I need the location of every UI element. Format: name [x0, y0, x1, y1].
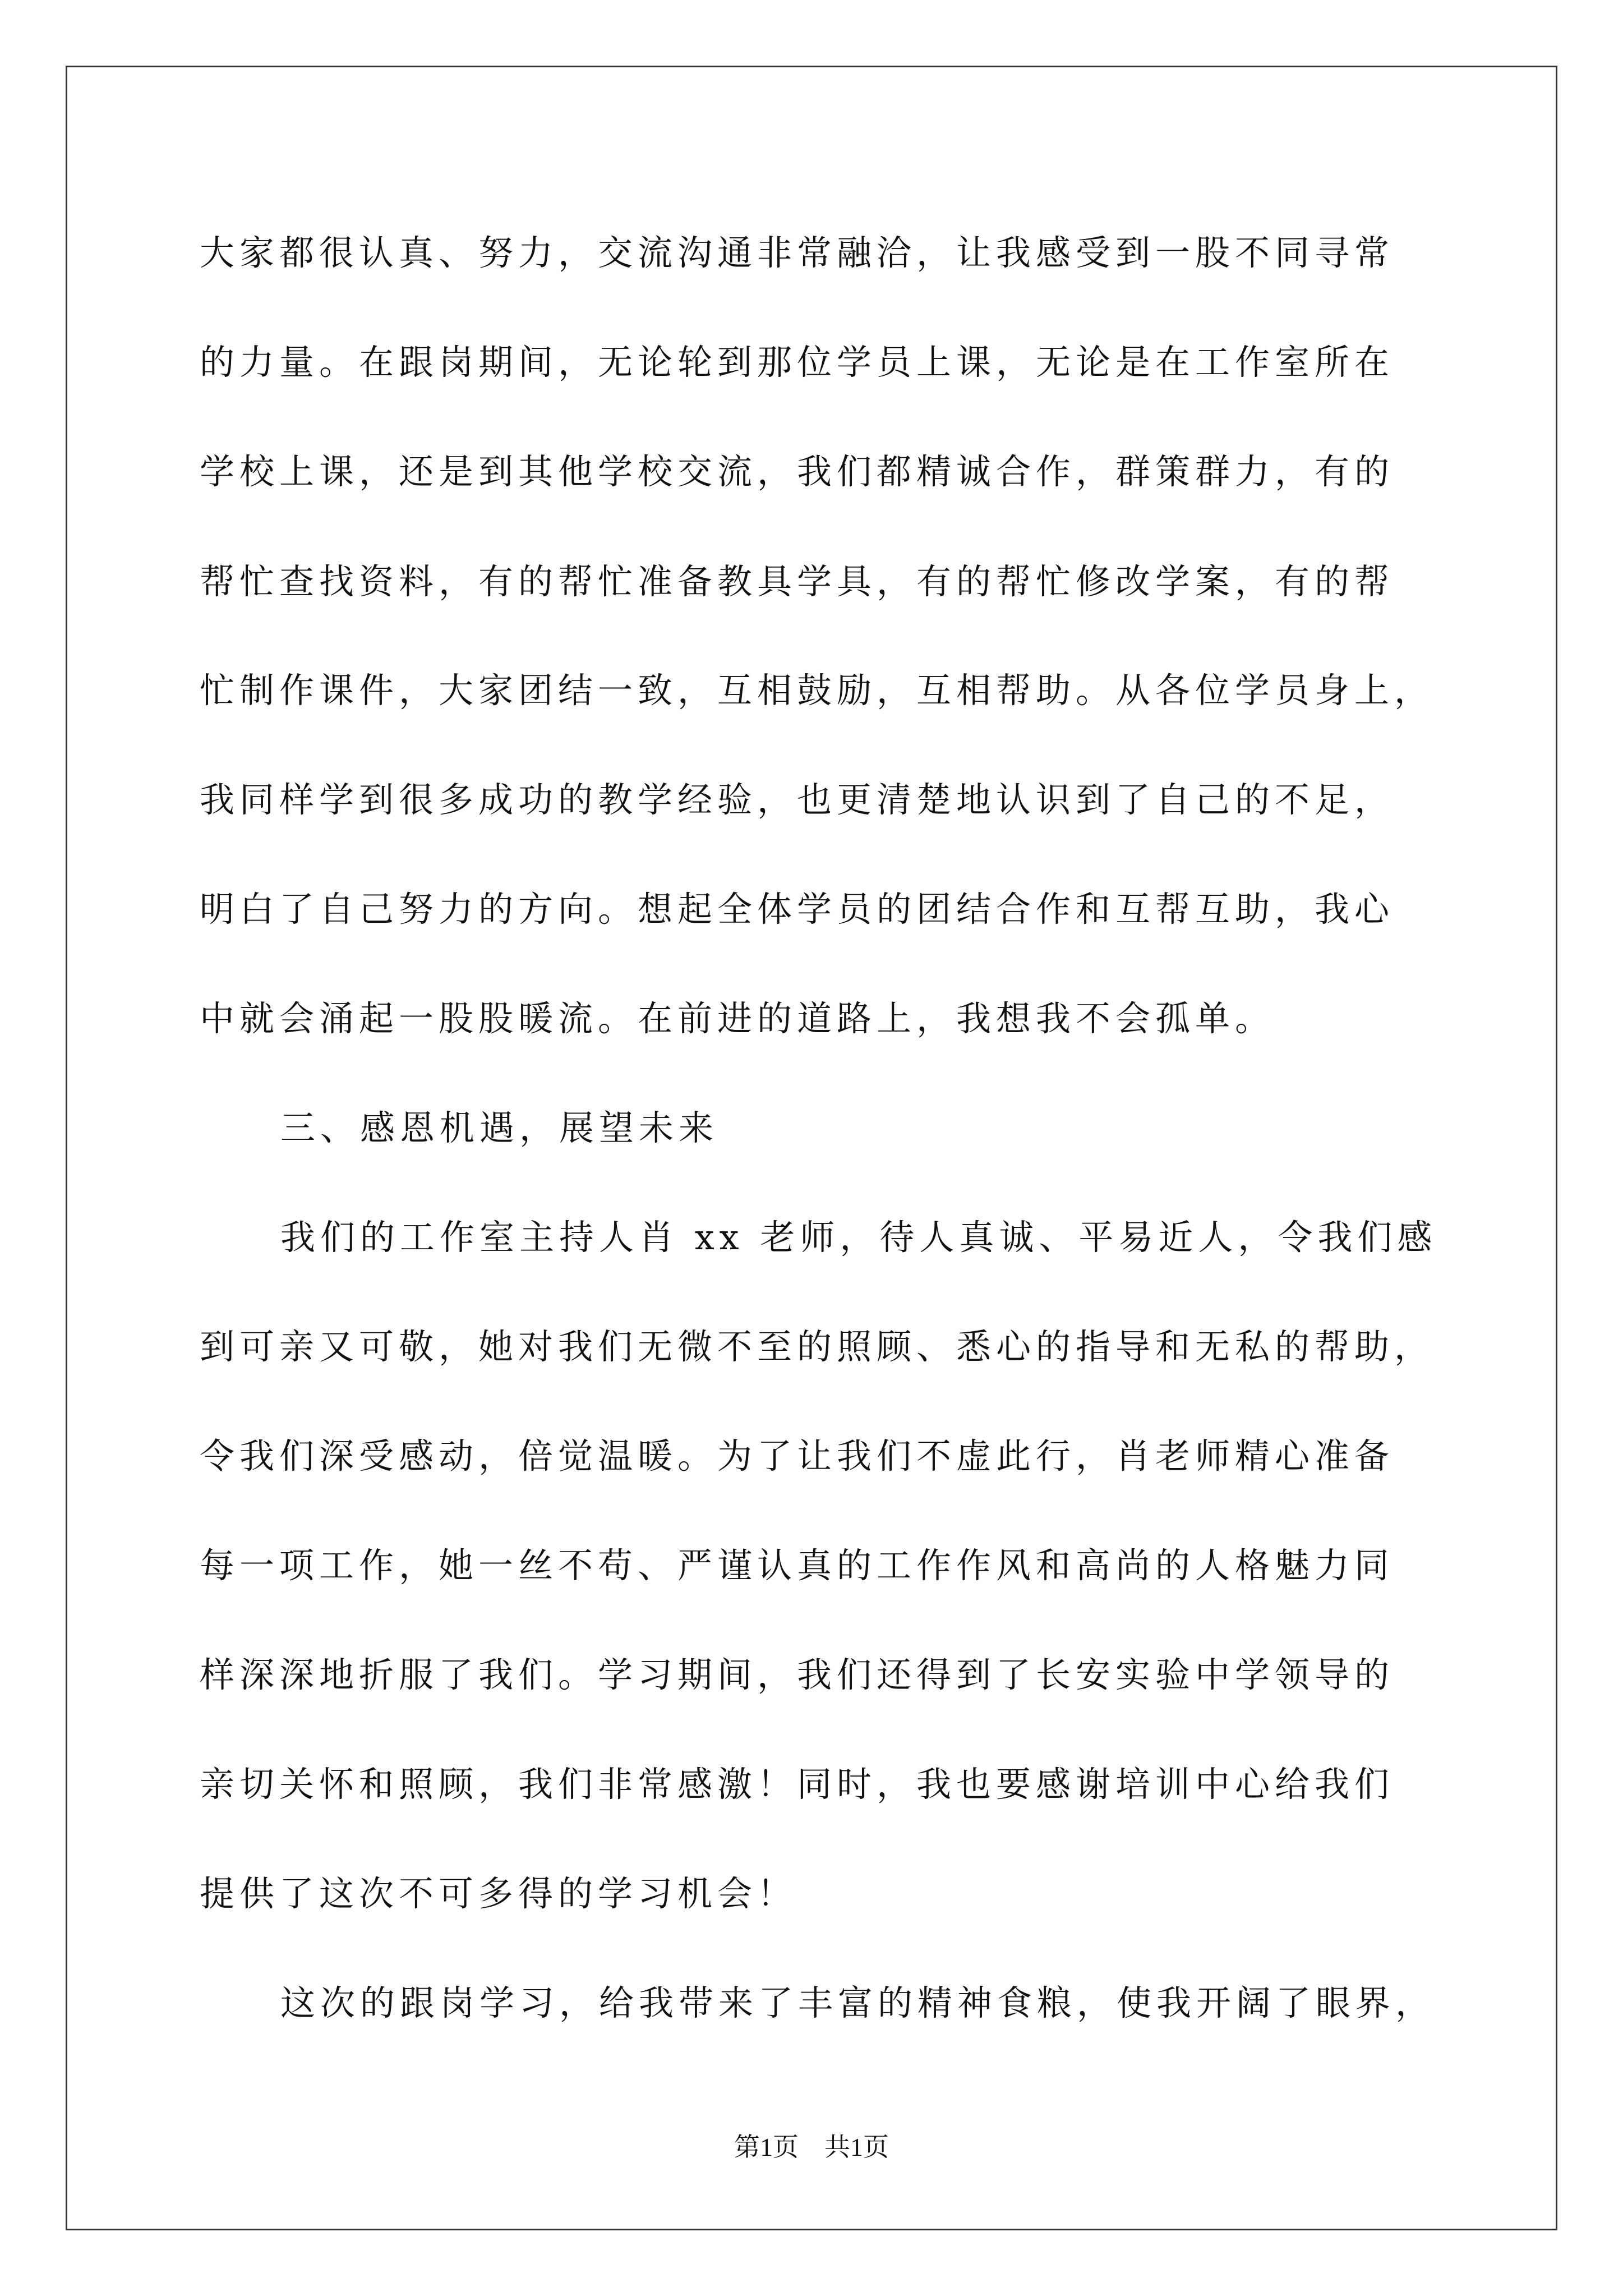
- paragraph-line: 我同样学到很多成功的教学经验，也更清楚地认识到了自己的不足，: [200, 779, 1395, 820]
- page-footer: [0, 2131, 1623, 2164]
- paragraph-line: 忙制作课件，大家团结一致，互相鼓励，互相帮助。从各位学员身上，: [200, 670, 1435, 711]
- paragraph-line: 样深深地折服了我们。学习期间，我们还得到了长安实验中学领导的: [200, 1654, 1395, 1695]
- paragraph-line: 大家都很认真、努力，交流沟通非常融洽，让我感受到一股不同寻常: [200, 232, 1395, 273]
- paragraph-line: 明白了自己努力的方向。想起全体学员的团结合作和互帮互助，我心: [200, 889, 1395, 930]
- paragraph-line: 到可亲又可敬，她对我们无微不至的照顾、悉心的指导和无私的帮助，: [200, 1326, 1435, 1367]
- paragraph-line: 中就会涌起一股股暖流。在前进的道路上，我想我不会孤单。: [200, 998, 1275, 1039]
- paragraph-line: 令我们深受感动，倍觉温暖。为了让我们不虚此行，肖老师精心准备: [200, 1435, 1395, 1476]
- section-heading: 三、感恩机遇，展望未来: [280, 1107, 719, 1148]
- paragraph-line: 学校上课，还是到其他学校交流，我们都精诚合作，群策群力，有的: [200, 451, 1395, 492]
- paragraph-line: 亲切关怀和照顾，我们非常感激！同时，我也要感谢培训中心给我们: [200, 1764, 1395, 1805]
- paragraph-line: 提供了这次不可多得的学习机会！: [200, 1873, 797, 1914]
- paragraph-line: 每一项工作，她一丝不苟、严谨认真的工作作风和高尚的人格魅力同: [200, 1545, 1395, 1586]
- page-number: 第1页: [734, 2133, 799, 2161]
- paragraph-line: 帮忙查找资料，有的帮忙准备教具学具，有的帮忙修改学案，有的帮: [200, 561, 1395, 602]
- paragraph-line: 我们的工作室主持人肖 xx 老师，待人真诚、平易近人，令我们感: [280, 1217, 1437, 1258]
- page-total: 共1页: [824, 2133, 889, 2161]
- paragraph-line: 的力量。在跟岗期间，无论轮到那位学员上课，无论是在工作室所在: [200, 342, 1395, 383]
- paragraph-line: 这次的跟岗学习，给我带来了丰富的精神食粮，使我开阔了眼界，: [280, 1982, 1436, 2023]
